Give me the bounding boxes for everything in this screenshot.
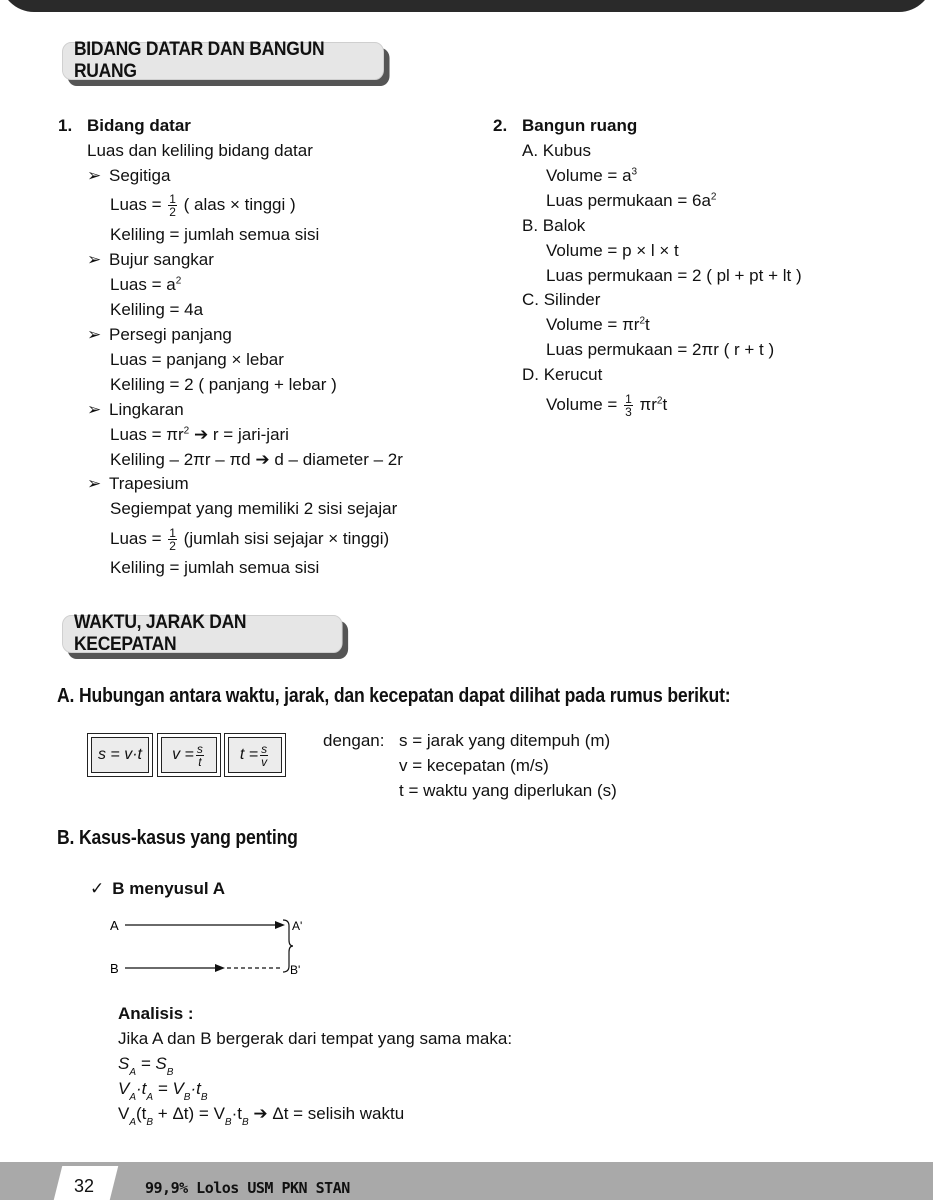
section-title-text: BIDANG DATAR DAN BANGUN RUANG [73,39,325,82]
label-b: B [110,961,119,976]
subsection-b-heading: B. Kasus-kasus yang penting [57,827,298,849]
frac-num: 1 [625,392,632,406]
sup: 2 [656,395,663,407]
list-item-bujur [87,249,214,271]
arrow-head-a [275,921,285,929]
formula-box-t [224,733,286,777]
silinder-lp: Luas permukaan = 2πr ( r + t ) [546,340,775,359]
label-a: A [110,918,119,933]
item-name: Bujur sangkar [109,250,214,269]
formula-fraction [260,743,268,768]
item-name: Segitiga [109,166,171,185]
kel-note: d – diameter – 2r [274,450,403,469]
frac-den: 2 [169,539,176,553]
silinder-volume [546,314,650,336]
list-item-trapesium [87,473,189,495]
analisis-intro: Jika A dan B bergerak dari tempat yang sama maka: [118,1029,513,1048]
vol-text: Volume = πr [546,315,640,334]
formula-text: v = [172,746,194,763]
footer-title: 99,9% Lolos USM PKN STAN [145,1179,350,1197]
triangle-bullet-icon: ➢ [87,474,102,493]
fraction-half [168,527,177,552]
bold-right-arrow-icon: ➔ [193,425,209,444]
luas-expr: ( alas × tinggi ) [183,194,296,214]
bold-right-arrow-icon: ➔ [255,450,270,469]
triangle-bullet-icon: ➢ [87,325,102,344]
formula-box-s [87,733,153,777]
page-number: 32 [74,1176,95,1196]
list-item-lingkaran [87,399,184,421]
luas-note: r = jari-jari [212,425,289,444]
kubus-lp [546,190,716,212]
overtake-diagram [105,912,325,984]
kubus-volume [546,165,637,187]
frac-num: 1 [169,192,176,206]
section-title-waktu [62,612,343,655]
sup: 2 [175,275,182,287]
lingkaran-keliling [110,449,403,471]
frac-num: s [261,741,268,756]
footer-band [0,1162,933,1200]
section-title-bidang [62,39,384,82]
left-heading: Bidang datar [87,116,191,135]
list-item-segitiga [87,165,170,187]
bold-right-arrow-icon: ➔ [253,1104,268,1123]
frac-num: 1 [169,526,176,540]
persegi-luas: Luas = panjang × lebar [110,350,284,369]
sup: 2 [183,425,190,437]
formula-text: t = [239,746,259,763]
sup: 2 [639,315,646,327]
item-name: Trapesium [109,474,189,493]
formula-fraction [196,743,204,768]
vol-label: Volume = [546,394,618,414]
trapesium-desc: Segiempat yang memiliki 2 sisi sejajar [110,499,398,518]
luas-text: Luas = πr [110,425,184,444]
dengan-label: dengan: [323,731,385,750]
trapesium-luas [110,527,389,552]
lp-text: Luas permukaan = 6a [546,191,711,210]
frac-den: t [198,754,202,769]
luas-expr: (jumlah sisi sejajar × tinggi) [183,528,390,548]
right-heading-num: 2. [493,116,508,135]
triangle-bullet-icon: ➢ [87,166,102,185]
kerucut-volume [546,393,667,418]
subsection-a-heading: A. Hubungan antara waktu, jarak, dan kecepatan dapat dilihat pada rumus berikut: [57,685,731,707]
frac-den: v [261,754,268,769]
formula-box-v [157,733,221,777]
trapesium-keliling: Keliling = jumlah semua sisi [110,558,320,577]
left-intro: Luas dan keliling bidang datar [87,141,313,160]
persegi-keliling: Keliling = 2 ( panjang + lebar ) [110,375,337,394]
kel-text: Keliling – 2πr – πd [110,450,251,469]
frac-num: s [196,741,203,756]
left-heading-num: 1. [58,116,73,135]
equation-2: $V_A\cdot t_A = V_B\cdot t_B$ [118,1079,208,1103]
balok-label: B. Balok [522,216,586,235]
list-item-persegi [87,324,232,346]
arrow-head-b [215,964,225,972]
right-heading: Bangun ruang [522,116,638,135]
vol-end: t [645,315,650,334]
analisis-title: Analisis : [118,1004,194,1023]
vol-end: t [662,394,668,414]
lingkaran-luas [110,424,289,446]
case-title-text: B menyusul A [112,879,225,898]
item-name: Lingkaran [109,400,184,419]
label-b-prime: B' [290,963,301,977]
dengan-item: t = waktu yang diperlukan (s) [399,781,617,800]
bujur-luas [110,274,181,296]
vol-text: Volume = a [546,166,632,185]
label-a-prime: A' [292,919,303,933]
section-title-text: WAKTU, JARAK DAN KECEPATAN [73,612,247,655]
luas-label: Luas = [110,194,162,214]
top-dark-band [0,0,933,12]
fraction-third [624,393,633,418]
segitiga-keliling: Keliling = jumlah semua sisi [110,225,320,244]
case-title [90,878,225,900]
item-name: Persegi panjang [109,325,232,344]
vol-text: πr [639,394,657,414]
bujur-keliling: Keliling = 4a [110,300,204,319]
eq3-note: Δt = selisih waktu [272,1104,405,1123]
balok-lp: Luas permukaan = 2 ( pl + pt + lt ) [546,266,802,285]
kerucut-label: D. Kerucut [522,365,603,384]
equation-3: $V_A(t_B + \Delta t) = V_B\cdot t_B$ ➔ Δt = selisih waktu [118,1104,405,1128]
sup: 2 [710,191,717,203]
luas-text: Luas = a [110,275,176,294]
formula-text: s = v·t [97,746,142,763]
fraction-half [168,193,177,218]
dengan-item: s = jarak yang ditempuh (m) [399,731,611,750]
equation-1: $S_A = S_B$ [118,1054,174,1078]
kubus-label: A. Kubus [522,141,591,160]
triangle-bullet-icon: ➢ [87,250,102,269]
triangle-bullet-icon: ➢ [87,400,102,419]
checkmark-icon: ✓ [90,879,105,898]
sup: 3 [631,166,638,178]
frac-den: 3 [625,405,632,419]
balok-volume: Volume = p × l × t [546,241,679,260]
silinder-label: C. Silinder [522,290,601,309]
segitiga-luas [110,193,296,218]
dengan-item: v = kecepatan (m/s) [399,756,549,775]
frac-den: 2 [169,205,176,219]
luas-label: Luas = [110,528,162,548]
